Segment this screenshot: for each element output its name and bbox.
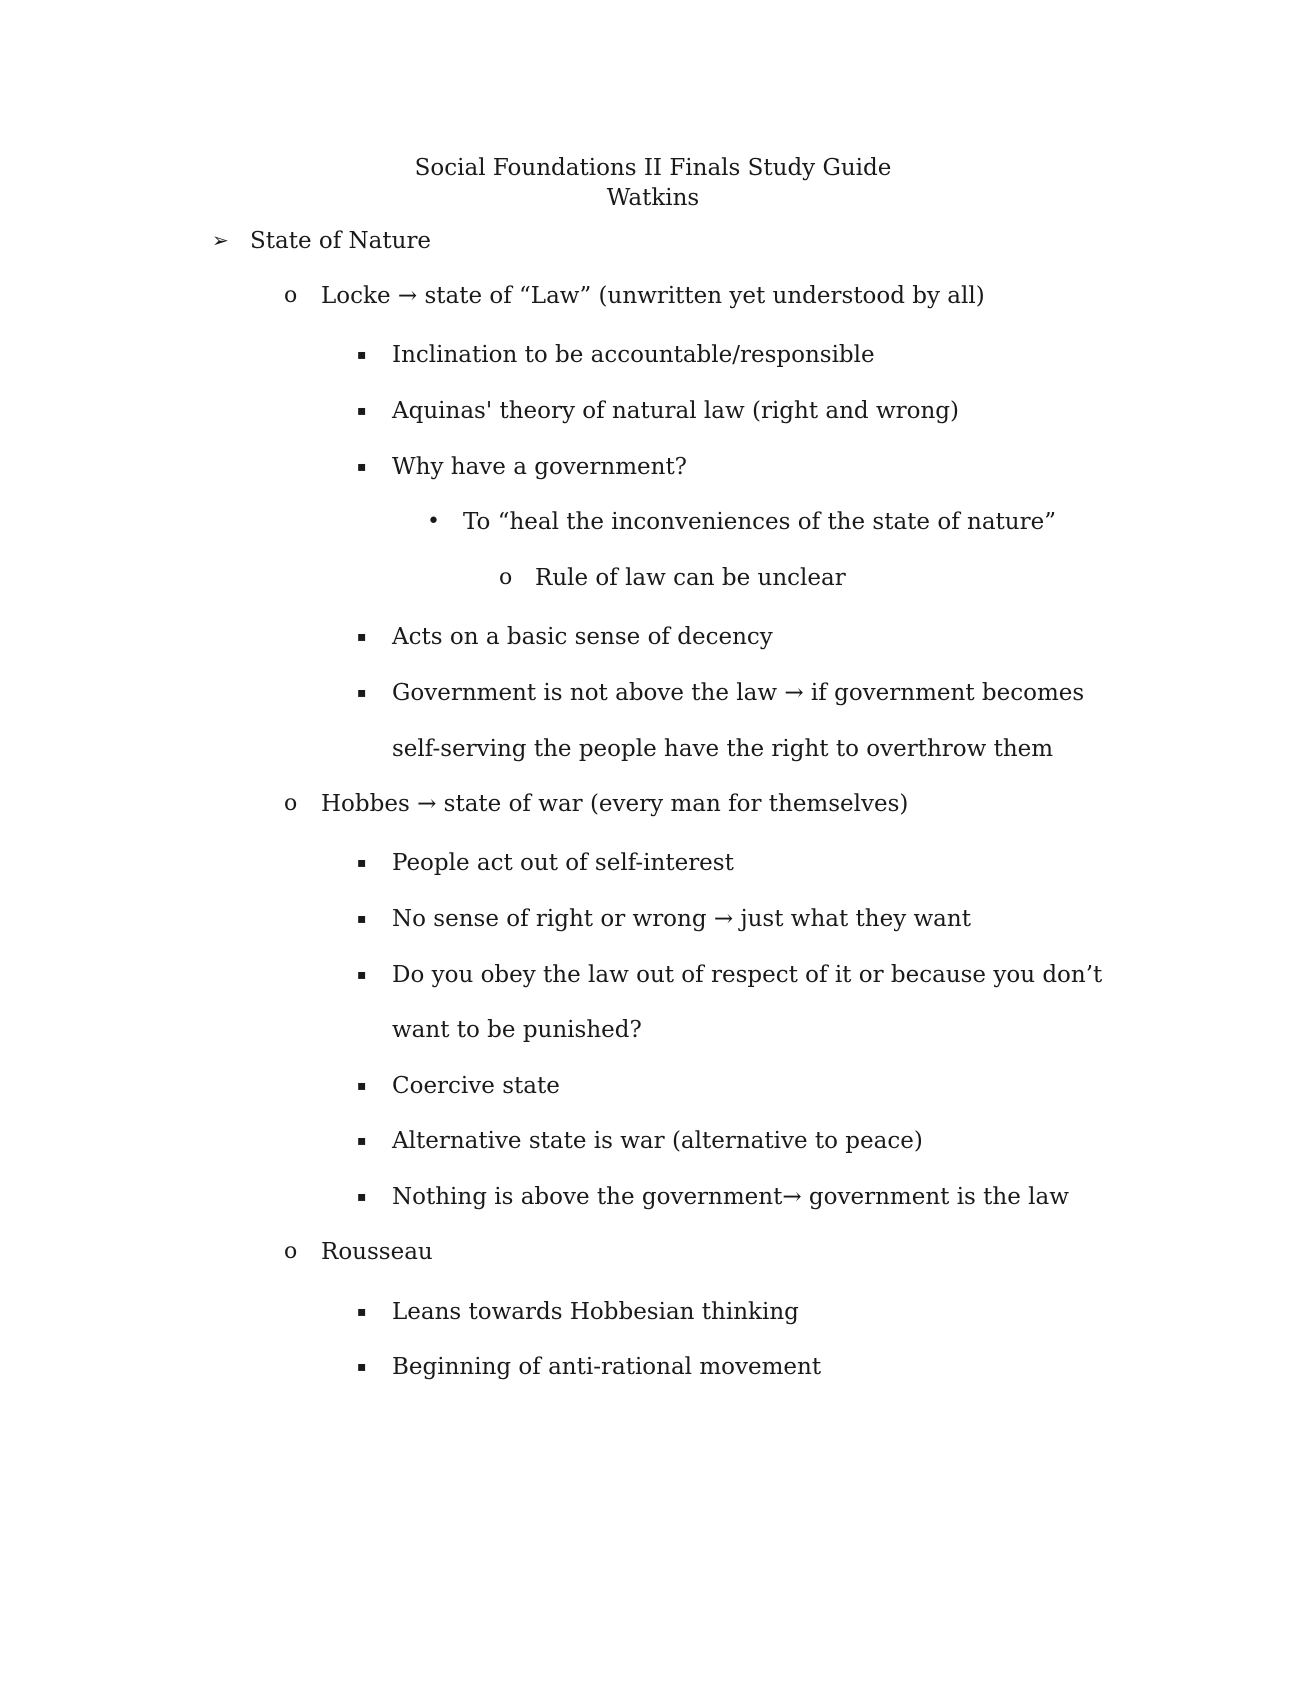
rousseau-heading: Rousseau bbox=[321, 1239, 433, 1265]
list-item: Nothing is above the government→ government is the law bbox=[392, 1184, 1069, 1210]
list-item: To “heal the inconveniences of the state of nature” bbox=[463, 509, 1056, 535]
square-bullet-icon: ▪ bbox=[357, 685, 367, 701]
list-item: Coercive state bbox=[392, 1073, 560, 1099]
list-item: No sense of right or wrong → just what they want bbox=[392, 906, 971, 932]
arrowhead-bullet-icon: ➢ bbox=[212, 228, 229, 252]
square-bullet-icon: ▪ bbox=[357, 911, 367, 927]
square-bullet-icon: ▪ bbox=[357, 855, 367, 871]
square-bullet-icon: ▪ bbox=[357, 629, 367, 645]
hobbes-heading: Hobbes → state of war (every man for themselves) bbox=[321, 791, 909, 817]
list-item-continuation: want to be punished? bbox=[392, 1017, 642, 1043]
list-item: Inclination to be accountable/responsible bbox=[392, 342, 875, 368]
list-item: Do you obey the law out of respect of it or because you don’t bbox=[392, 962, 1103, 988]
square-bullet-icon: ▪ bbox=[357, 1359, 367, 1375]
list-item: Government is not above the law → if government becomes bbox=[392, 680, 1085, 706]
document-title: Social Foundations II Finals Study Guide bbox=[414, 155, 892, 181]
square-bullet-icon: ▪ bbox=[357, 967, 367, 983]
list-item: Aquinas' theory of natural law (right and wrong) bbox=[392, 398, 959, 424]
square-bullet-icon: ▪ bbox=[357, 403, 367, 419]
circle-bullet-icon: o bbox=[499, 565, 513, 590]
square-bullet-icon: ▪ bbox=[357, 459, 367, 475]
square-bullet-icon: ▪ bbox=[357, 347, 367, 363]
square-bullet-icon: ▪ bbox=[357, 1078, 367, 1094]
list-item: Rule of law can be unclear bbox=[535, 565, 846, 591]
square-bullet-icon: ▪ bbox=[357, 1189, 367, 1205]
circle-bullet-icon: o bbox=[284, 791, 298, 816]
dot-bullet-icon: • bbox=[427, 509, 440, 534]
section-heading: State of Nature bbox=[250, 228, 432, 254]
list-item: Leans towards Hobbesian thinking bbox=[392, 1299, 799, 1325]
locke-heading: Locke → state of “Law” (unwritten yet understood by all) bbox=[321, 283, 985, 309]
list-item: Why have a government? bbox=[392, 454, 688, 480]
circle-bullet-icon: o bbox=[284, 1239, 298, 1264]
list-item-continuation: self-serving the people have the right to overthrow them bbox=[392, 736, 1054, 762]
square-bullet-icon: ▪ bbox=[357, 1133, 367, 1149]
circle-bullet-icon: o bbox=[284, 283, 298, 308]
list-item: Acts on a basic sense of decency bbox=[392, 624, 773, 650]
square-bullet-icon: ▪ bbox=[357, 1304, 367, 1320]
header bbox=[0, 153, 1306, 213]
list-item: Beginning of anti-rational movement bbox=[392, 1354, 822, 1380]
document-author: Watkins bbox=[606, 185, 700, 211]
list-item: Alternative state is war (alternative to peace) bbox=[392, 1128, 923, 1154]
list-item: People act out of self-interest bbox=[392, 850, 734, 876]
